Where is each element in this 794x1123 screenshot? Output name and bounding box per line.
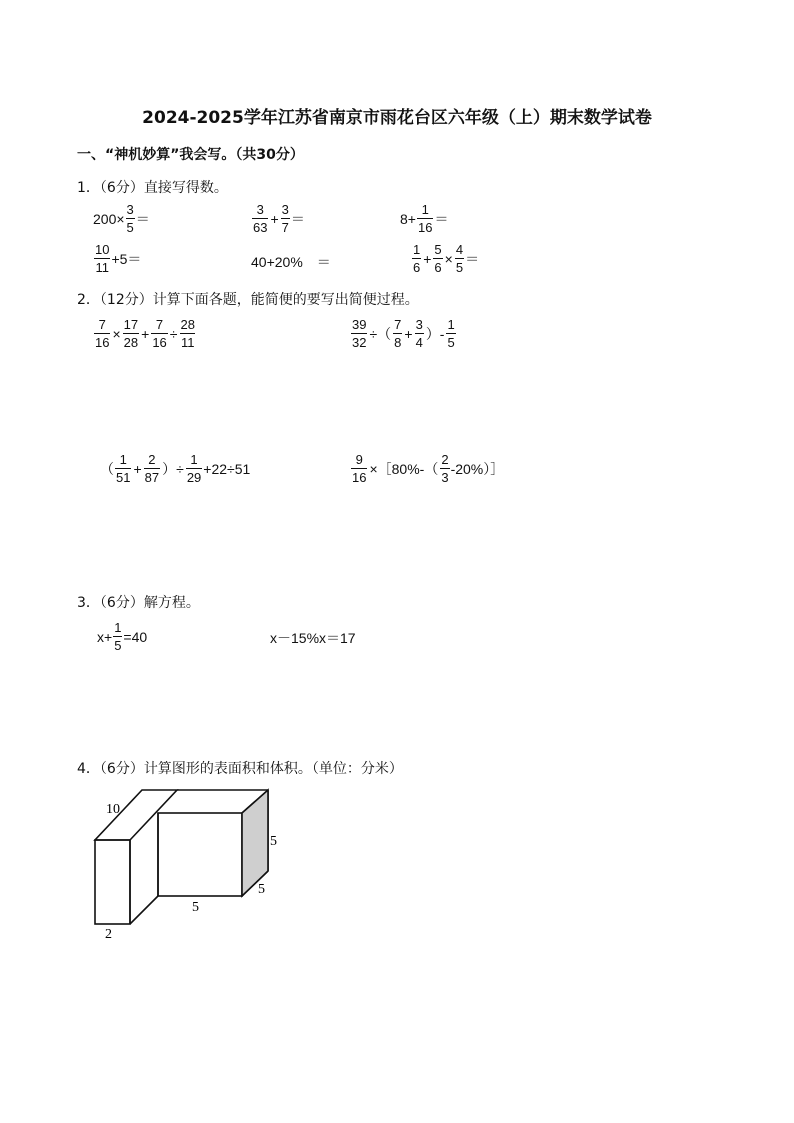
fraction: $\frac{2}{3}$ <box>441 452 449 485</box>
fraction: $\frac{39}{32}$ <box>352 317 367 350</box>
label-left-bottom: 2 <box>105 927 112 942</box>
q1-expression-3: 8+ $\frac{1}{16}$ ＝ <box>400 202 449 235</box>
question-3-label: 3．（6分）解方程。 <box>77 595 200 611</box>
fraction: $\frac{3}{4}$ <box>415 317 423 350</box>
label-right-bottom: 5 <box>258 882 265 897</box>
section-heading: 一、“神机妙算”我会写。（共30分） <box>77 147 304 163</box>
q2-expression-4: $\frac{9}{16}$ ×［80%-（ $\frac{2}{3}$ -20%）］ <box>352 452 505 485</box>
fraction: $\frac{2}{87}$ <box>144 452 160 485</box>
solid-figure-diagram <box>90 785 290 945</box>
fraction: $\frac{1}{29}$ <box>186 452 202 485</box>
q1-expression-1 <box>93 203 150 234</box>
q2-expression-1: $\frac{7}{16}$ × $\frac{17}{28}$ + $\frac{7}{16}$ ÷ $\frac{28}{11}$ <box>95 317 195 350</box>
q1-expression-5: 40+20% ＝ <box>251 254 331 270</box>
tall-block-front <box>95 840 130 924</box>
q1-expression-6: $\frac{1}{6}$ + $\frac{5}{6}$ × $\frac{4}{5}$ ＝ <box>413 242 480 275</box>
fraction: $\frac{5}{6}$ <box>434 242 442 275</box>
fraction: $\frac{9}{16}$ <box>352 452 367 485</box>
fraction: $\frac{1}{51}$ <box>116 452 131 485</box>
fraction: $\frac{28}{11}$ <box>180 317 195 350</box>
label-right: 5 <box>270 834 277 849</box>
fraction: $\frac{1}{6}$ <box>413 242 421 275</box>
fraction: $\frac{1}{5}$ <box>114 620 122 653</box>
fraction: $\frac{3}{5}$ <box>126 202 134 235</box>
q3-equation-2: x－15%x＝17 <box>270 630 356 646</box>
q2-expression-3: （ $\frac{1}{51}$ + $\frac{2}{87}$ ）÷ $\frac{1}{29}$ +22÷51 <box>100 452 251 485</box>
fraction: $\frac{7}{16}$ <box>95 317 110 350</box>
equals-sign: ＝ <box>290 210 305 227</box>
question-4-label: 4．（6分）计算图形的表面积和体积。（单位：分米） <box>77 761 403 777</box>
q1-expression-2: $\frac{3}{63}$ + $\frac{3}{7}$ ＝ <box>253 202 305 235</box>
q3-equation-1: x+ $\frac{1}{5}$ =40 <box>97 620 148 653</box>
fraction: $\frac{17}{28}$ <box>123 317 139 350</box>
fraction: $\frac{3}{7}$ <box>281 202 289 235</box>
cube-side-shaded <box>242 790 268 896</box>
fraction: $\frac{1}{5}$ <box>447 317 455 350</box>
question-2-label: 2．（12分）计算下面各题，能简便的要写出简便过程。 <box>77 292 419 308</box>
fraction: $\frac{7}{16}$ <box>152 317 167 350</box>
fraction: $\frac{1}{16}$ <box>417 202 433 235</box>
q1-expression-4: $\frac{10}{11}$ +5＝ <box>95 242 142 275</box>
fraction: $\frac{10}{11}$ <box>95 242 110 275</box>
equals-sign: ＝ <box>434 210 449 227</box>
label-top: 10 <box>106 802 120 817</box>
fraction: $\frac{4}{5}$ <box>455 242 464 275</box>
equals-sign: ＝ <box>135 210 150 227</box>
q1e1-term: 200× <box>93 210 125 227</box>
cube-front <box>158 813 242 896</box>
label-bottom: 5 <box>192 900 199 915</box>
page-title: 2024-2025学年江苏省南京市雨花台区六年级（上）期末数学试卷 <box>142 108 652 128</box>
fraction: $\frac{7}{8}$ <box>394 317 402 350</box>
question-1-label: 1．（6分）直接写得数。 <box>77 180 228 196</box>
q2-expression-2: $\frac{39}{32}$ ÷（ $\frac{7}{8}$ + $\frac{3}{4}$ ）- $\frac{1}{5}$ <box>352 317 455 350</box>
fraction: $\frac{3}{63}$ <box>253 202 268 235</box>
